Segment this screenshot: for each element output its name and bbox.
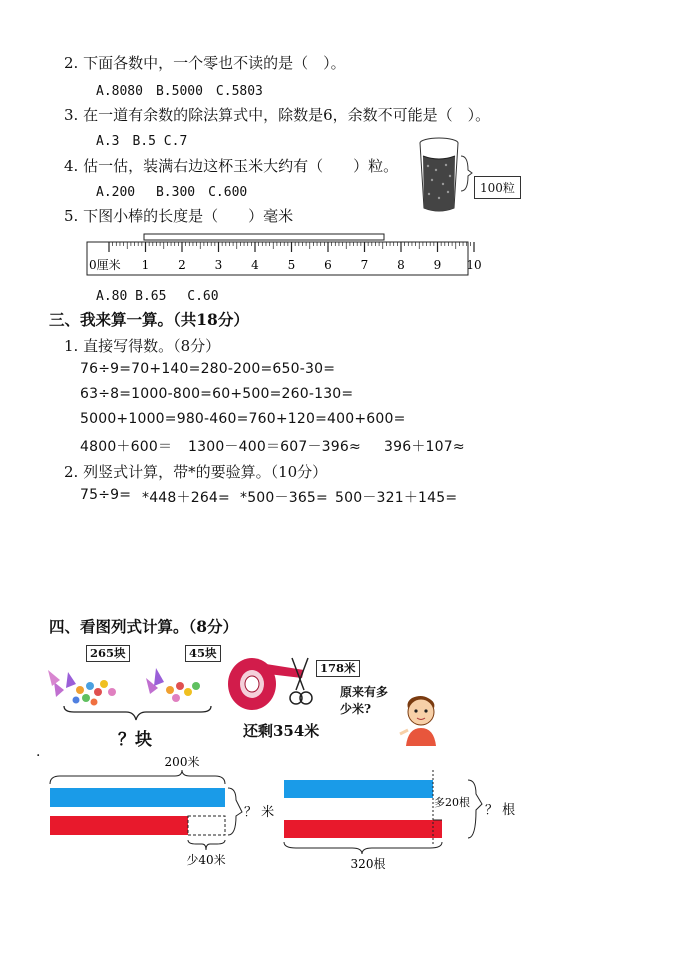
diagram1-top-label: 200米 xyxy=(164,755,200,769)
calc-line-4b: 1300－400＝607－396≈ xyxy=(188,439,361,455)
vertical-calc-2: *448＋264= xyxy=(142,490,230,506)
vertical-calc-1: 75÷9= xyxy=(80,487,132,503)
ruler-zero-label: 0厘米 xyxy=(89,258,121,272)
calc-line-2: 63÷8=1000-800=60+500=260-130= xyxy=(80,386,354,402)
boy-avatar xyxy=(398,690,444,746)
cup-label: 100粒 xyxy=(474,176,521,199)
tag-45: 45块 xyxy=(185,645,221,662)
calc-line-1: 76÷9=70+140=280-200=650-30= xyxy=(80,361,336,377)
vertical-calc-4: 500－321＋145= xyxy=(335,490,458,506)
blue-bar-2 xyxy=(284,780,433,798)
diagram2-small-label: 多20根 xyxy=(434,796,470,809)
ruler-tick-label: 1 xyxy=(141,258,150,272)
red-bar xyxy=(50,816,188,835)
section-3-title: 三、我来算一算。（共18分） xyxy=(49,310,249,329)
tag-178: 178米 xyxy=(316,660,360,677)
section-3-sub2: 2. 列竖式计算，带*的要验算。（10分） xyxy=(64,463,328,481)
bullet-dot: · xyxy=(36,748,41,764)
question-2: 2. 下面各数中，一个零也不读的是（ ）。 xyxy=(64,54,346,72)
ruler-tick-label: 6 xyxy=(324,258,332,272)
speech-line-1: 原来有多 xyxy=(340,685,389,699)
segment-diagram-right xyxy=(276,764,526,876)
question-3-options: A.3 B.5 C.7 xyxy=(96,134,188,149)
section-3-sub1: 1. 直接写得数。（8分） xyxy=(64,337,221,355)
calc-line-3: 5000+1000=980-460=760+120=400+600= xyxy=(80,411,406,427)
ruler-tick-label: 7 xyxy=(360,258,369,272)
diagram2-right-label: ？ 根 xyxy=(485,803,516,818)
ruler-tick-label: 8 xyxy=(397,258,405,272)
diagram1-bottom-label: 少40米 xyxy=(186,853,226,867)
ruler-tick-label: 5 xyxy=(287,258,296,272)
question-2-options: A.8080 B.5000 C.5803 xyxy=(96,84,263,99)
ruler-tick-label: 4 xyxy=(251,258,259,272)
question-4-options: A.200 B.300 C.600 xyxy=(96,185,248,200)
tag-265: 265块 xyxy=(86,645,130,662)
section-4-title: 四、看图列式计算。（8分） xyxy=(49,617,239,636)
speech-text xyxy=(340,684,388,718)
ruler-tick-label: 9 xyxy=(433,258,442,272)
ruler-tick-label: 3 xyxy=(214,258,223,272)
candy-pile-right xyxy=(146,668,200,702)
segment-diagram-left xyxy=(40,752,290,872)
question-5-options: A.80 B.65 C.60 xyxy=(96,289,219,304)
ruler-tick-label: 10 xyxy=(466,258,482,272)
question-4: 4. 估一估，装满右边这杯玉米大约有（ ）粒。 xyxy=(64,157,399,175)
blue-bar xyxy=(50,788,225,807)
speech-line-2: 少米? xyxy=(340,702,372,716)
question-5: 5. 下图小棒的长度是（ ）毫米 xyxy=(64,207,294,225)
red-bar-2 xyxy=(284,820,442,838)
scissors-icon xyxy=(290,658,312,704)
vertical-calc-3: *500－365= xyxy=(240,490,328,506)
stick xyxy=(144,234,384,240)
calc-line-4c: 396＋107≈ xyxy=(384,439,465,455)
question-3: 3. 在一道有余数的除法算式中，除数是6，余数不可能是（ ）。 xyxy=(64,106,491,124)
calc-line-4a: 4800＋600＝ xyxy=(80,439,173,455)
question-blocks: ？块 xyxy=(118,730,152,750)
diagram1-right-label: ？ 米 xyxy=(244,805,275,820)
candy-pile-left xyxy=(48,670,116,706)
ruler-tick-label: 2 xyxy=(178,258,186,272)
remain-text: 还剩354米 xyxy=(243,722,320,740)
diagram2-bottom-label: 320根 xyxy=(350,857,386,871)
ruler xyxy=(86,230,482,278)
